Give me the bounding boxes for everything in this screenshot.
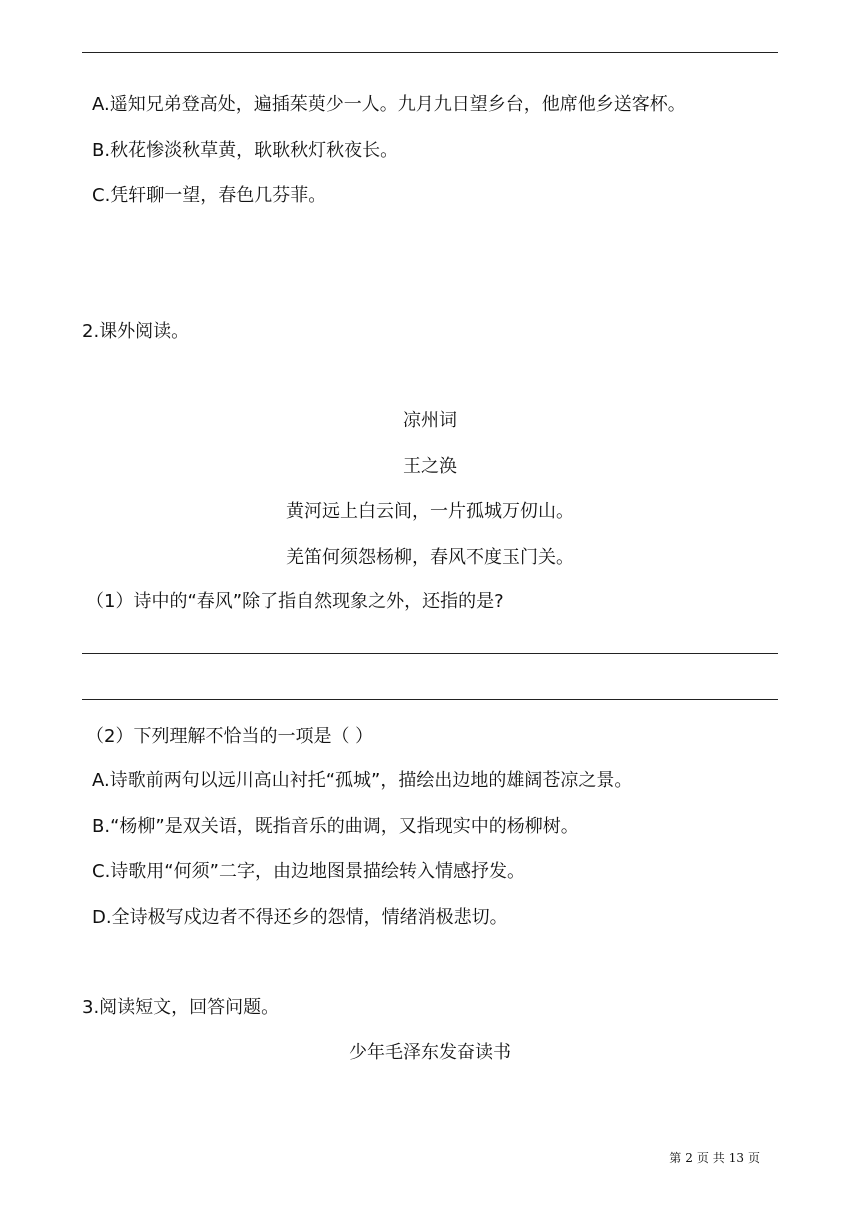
sub-question-2: （2）下列理解不恰当的一项是（ ） [86, 726, 374, 747]
option-c-s1: C.凭轩聊一望，春色几芬菲。 [92, 185, 327, 206]
answer-line-1[interactable] [82, 653, 778, 654]
option-a-q2: A.诗歌前两句以远川高山衬托“孤城”，描绘出边地的雄阔苍凉之景。 [92, 770, 633, 791]
article-title: 少年毛泽东发奋读书 [349, 1042, 511, 1063]
question-2-heading: 2.课外阅读。 [82, 321, 190, 342]
poem-line-2: 羌笛何须怨杨柳，春风不度玉门关。 [286, 547, 574, 568]
option-a-s1: A.遥知兄弟登高处，遍插茱萸少一人。九月九日望乡台，他席他乡送客杯。 [92, 94, 686, 115]
footer-prefix: 第 [669, 1151, 682, 1165]
sub-question-1: （1）诗中的“春风”除了指自然现象之外，还指的是? [86, 591, 504, 612]
poem-title: 凉州词 [403, 410, 457, 431]
option-d-q2: D.全诗极写戍边者不得还乡的怨情，情绪消极悲切。 [92, 907, 508, 928]
total-pages: 13 [728, 1151, 744, 1165]
footer-middle: 页 共 [696, 1151, 725, 1165]
option-b-q2: B.“杨柳”是双关语，既指音乐的曲调，又指现实中的杨柳树。 [92, 816, 579, 837]
page-number: 2 [685, 1151, 693, 1165]
page-footer [667, 1150, 762, 1166]
top-divider [82, 52, 778, 53]
option-b-s1: B.秋花惨淡秋草黄，耿耿秋灯秋夜长。 [92, 140, 399, 161]
poem-author: 王之涣 [403, 456, 457, 477]
poem-line-1: 黄河远上白云间，一片孤城万仞山。 [286, 501, 574, 522]
footer-suffix: 页 [747, 1151, 760, 1165]
option-c-q2: C.诗歌用“何须”二字，由边地图景描绘转入情感抒发。 [92, 861, 525, 882]
answer-line-2[interactable] [82, 699, 778, 700]
question-3-heading: 3.阅读短文，回答问题。 [82, 997, 280, 1018]
